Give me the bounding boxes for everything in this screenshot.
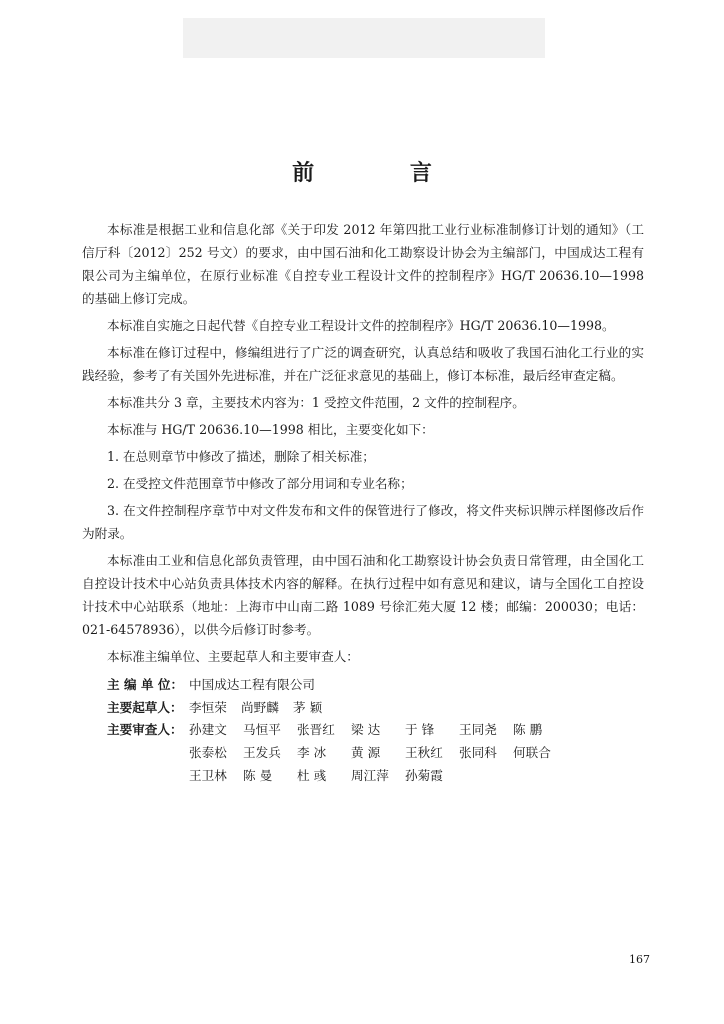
- editor-unit-label: 主 编 单 位：: [107, 677, 184, 692]
- reviewer-name: 马恒平: [243, 722, 281, 737]
- reviewer-name: 王秋红: [405, 745, 443, 760]
- reviewer-name: 张同科: [459, 745, 497, 760]
- reviewer-name: 王卫林: [189, 768, 227, 783]
- paragraph-personnel-intro: 本标准主编单位、主要起草人和主要审查人：: [107, 649, 359, 664]
- reviewer-name: 黄 源: [351, 745, 381, 760]
- header-scan-smudge: [183, 18, 545, 58]
- reviewer-name: 王发兵: [243, 745, 281, 760]
- reviewers-label: 主要审查人：: [107, 722, 183, 737]
- change-item-1: 1. 在总则章节中修改了描述，删除了相关标准；: [107, 449, 375, 464]
- reviewer-name: 陈 鹏: [513, 722, 543, 737]
- reviewer-name: 杜 彧: [297, 768, 327, 783]
- drafters-row: [82, 695, 644, 718]
- reviewer-name: 王同尧: [459, 722, 497, 737]
- reviewer-name: 梁 达: [351, 722, 381, 737]
- preface-body: [82, 218, 644, 787]
- drafter-name: 尚野麟: [241, 700, 279, 715]
- drafters-list: [189, 697, 345, 716]
- reviewers-list: [189, 718, 619, 787]
- page-number: 167: [629, 953, 650, 966]
- paragraph-chapters: 本标准共分 3 章，主要技术内容为：1 受控文件范围，2 文件的控制程序。: [107, 395, 525, 410]
- reviewer-name: 张晋红: [297, 722, 335, 737]
- paragraph-replaces: 本标准自实施之日起代替《自控专业工程设计文件的控制程序》HG/T 20636.10—1998。: [107, 318, 615, 333]
- drafters-label: 主要起草人：: [107, 700, 183, 715]
- reviewer-name: 何联合: [513, 745, 551, 760]
- change-item-3: 3. 在文件控制程序章节中对文件发布和文件的保管进行了修改，将文件夹标识牌示样图修改后作为附录。: [82, 503, 644, 541]
- reviewer-name: 陈 曼: [243, 768, 273, 783]
- drafter-name: 茅 颖: [293, 700, 323, 715]
- paragraph-revision-process: 本标准在修订过程中，修编组进行了广泛的调查研究，认真总结和吸收了我国石油化工行业的实践经验，参考了有关国外先进标准，并在广泛征求意见的基础上，修订本标准，最后经审查定稿。: [82, 345, 644, 383]
- reviewer-name: 孙菊霞: [405, 768, 443, 783]
- page-title: 前 言: [292, 160, 476, 186]
- reviewer-name: 李 冰: [297, 745, 327, 760]
- change-item-2: 2. 在受控文件范围章节中修改了部分用词和专业名称；: [107, 476, 413, 491]
- reviewer-name: 张泰松: [189, 745, 227, 760]
- paragraph-basis: 本标准是根据工业和信息化部《关于印发 2012 年第四批工业行业标准制修订计划的通知》（工信厅科〔2012〕252 号文）的要求，由中国石油和化工勘察设计协会为主编部门，中国成达工程有限公司为主编单位，在原行业标准《自控专业工程设计文件的控制程序》HG/T 20636.10—1998 的基础上修订完成。: [82, 222, 644, 306]
- reviewer-name: 于 锋: [405, 722, 435, 737]
- editor-unit-value: 中国成达工程有限公司: [189, 677, 315, 692]
- reviewer-name: 周江萍: [351, 768, 389, 783]
- reviewers-block: [82, 718, 644, 787]
- paragraph-changes-intro: 本标准与 HG/T 20636.10—1998 相比，主要变化如下：: [107, 422, 434, 437]
- paragraph-management: 本标准由工业和信息化部负责管理，由中国石油和化工勘察设计协会负责日常管理，由全国化工自控设计技术中心站负责具体技术内容的解释。在执行过程中如有意见和建议，请与全国化工自控设计技术中心站联系（地址：上海市中山南二路 1089 号徐汇苑大厦 12 楼；邮编：200030；电话：021-64578936），以供今后修订时参考。: [82, 553, 644, 637]
- reviewer-name: 孙建文: [189, 722, 227, 737]
- drafter-name: 李恒荣: [189, 700, 227, 715]
- editor-unit-row: [82, 672, 644, 695]
